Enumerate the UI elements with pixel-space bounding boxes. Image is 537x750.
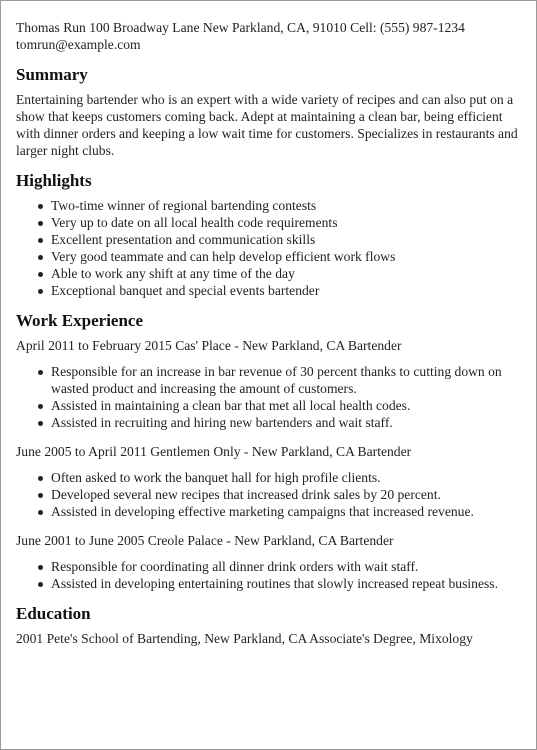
job-entry bbox=[16, 337, 526, 431]
job-bullet: Assisted in maintaining a clean bar that met all local health codes. bbox=[51, 397, 526, 414]
education-section bbox=[16, 604, 526, 647]
education-text: 2001 Pete's School of Bartending, New Parkland, CA Associate's Degree, Mixology bbox=[16, 631, 473, 646]
contact-info bbox=[16, 19, 526, 53]
highlight-item: Two-time winner of regional bartending contests bbox=[51, 197, 526, 214]
highlight-item: Exceptional banquet and special events bartender bbox=[51, 282, 526, 299]
summary-heading: Summary bbox=[16, 65, 88, 84]
job-bullet: Responsible for an increase in bar revenue of 30 percent thanks to cutting down on wasted product and increasing the amount of customers. bbox=[51, 363, 526, 397]
experience-section bbox=[16, 311, 526, 592]
summary-text: Entertaining bartender who is an expert with a wide variety of recipes and can also put on a show that keeps customers coming back. Adept at maintaining a clean bar, being efficient with dinner orders and keeping a low wait time for customers. Specializes in restaurants and larger night clubs. bbox=[16, 92, 518, 158]
job-bullet: Assisted in developing effective marketing campaigns that increased revenue. bbox=[51, 503, 526, 520]
job-bullet: Assisted in developing entertaining routines that slowly increased repeat business. bbox=[51, 575, 526, 592]
experience-heading: Work Experience bbox=[16, 311, 144, 330]
job-bullet: Assisted in recruiting and hiring new bartenders and wait staff. bbox=[51, 414, 526, 431]
highlights-section bbox=[16, 171, 526, 299]
highlights-list bbox=[16, 197, 526, 299]
job-entry bbox=[16, 443, 526, 520]
job-bullet: Developed several new recipes that increased drink sales by 20 percent. bbox=[51, 486, 526, 503]
resume-content bbox=[16, 19, 526, 647]
highlights-heading: Highlights bbox=[16, 171, 92, 190]
contact-line-email: tomrun@example.com bbox=[16, 37, 141, 52]
contact-line-address: Thomas Run 100 Broadway Lane New Parkland, CA, 91010 Cell: (555) 987-1234 bbox=[16, 20, 465, 35]
job-title: April 2011 to February 2015 Cas' Place - New Parkland, CA Bartender bbox=[16, 338, 402, 353]
highlight-item: Very up to date on all local health code requirements bbox=[51, 214, 526, 231]
job-bullets bbox=[16, 558, 526, 592]
summary-section bbox=[16, 65, 526, 159]
job-bullet: Often asked to work the banquet hall for high profile clients. bbox=[51, 469, 526, 486]
job-bullets bbox=[16, 363, 526, 431]
job-bullet: Responsible for coordinating all dinner drink orders with wait staff. bbox=[51, 558, 526, 575]
highlight-item: Able to work any shift at any time of the day bbox=[51, 265, 526, 282]
education-heading: Education bbox=[16, 604, 91, 623]
job-entry bbox=[16, 532, 526, 592]
job-bullets bbox=[16, 469, 526, 520]
job-title: June 2005 to April 2011 Gentlemen Only - New Parkland, CA Bartender bbox=[16, 444, 412, 459]
highlight-item: Excellent presentation and communication skills bbox=[51, 231, 526, 248]
highlight-item: Very good teammate and can help develop efficient work flows bbox=[51, 248, 526, 265]
job-title: June 2001 to June 2005 Creole Palace - New Parkland, CA Bartender bbox=[16, 533, 394, 548]
